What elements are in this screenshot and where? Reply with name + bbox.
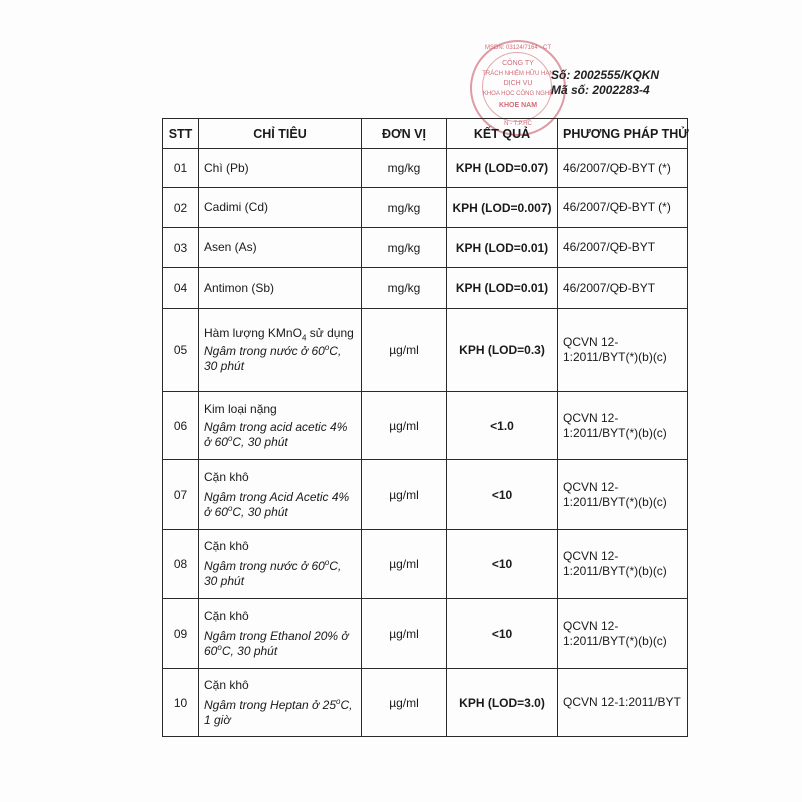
results-table	[162, 118, 688, 737]
indicator-name: Cặn khô	[204, 677, 249, 692]
cell-indicator: Antimon (Sb)	[199, 268, 362, 309]
table-row	[163, 460, 688, 530]
degree-sup: o	[336, 696, 341, 706]
method-line: QCVN 12-	[563, 479, 619, 494]
test-condition	[204, 344, 356, 374]
degree-sup: o	[217, 642, 222, 652]
table-row	[163, 392, 688, 460]
test-condition	[204, 420, 356, 450]
cell-result: KPH (LOD=0.01)	[447, 228, 558, 268]
table-row	[163, 149, 688, 188]
table-row	[163, 228, 688, 268]
method-line: 1:2011/BYT(*)(b)(c)	[563, 425, 667, 440]
cell-method: 46/2007/QĐ-BYT (*)	[558, 149, 688, 188]
table-row	[163, 669, 688, 737]
stamp-line: DỊCH VỤ	[503, 80, 533, 87]
stamp-line: TRÁCH NHIỆM HỮU HẠN	[482, 71, 554, 77]
table-row	[163, 530, 688, 599]
cell-stt: 10	[163, 669, 199, 737]
stamp-line: CÔNG TY	[502, 60, 534, 67]
method-line: QCVN 12-	[563, 618, 619, 633]
header-don-vi: ĐƠN VỊ	[362, 119, 447, 149]
cell-indicator	[199, 530, 362, 599]
cell-result: KPH (LOD=3.0)	[447, 669, 558, 737]
cell-method	[558, 309, 688, 392]
condition-part: C, 30 phút	[232, 434, 288, 449]
cell-stt: 06	[163, 392, 199, 460]
test-condition	[204, 559, 356, 589]
cell-indicator	[199, 669, 362, 737]
method-line: 1:2011/BYT(*)(b)(c)	[563, 350, 667, 364]
cell-stt: 04	[163, 268, 199, 309]
cell-indicator	[199, 599, 362, 669]
table-row	[163, 309, 688, 392]
condition-part: C, 30 phút	[232, 504, 288, 519]
table-row	[163, 599, 688, 669]
condition-part: C, 30 phút	[204, 559, 342, 588]
stamp-ring-text: MSDN: 03124/7164 - CT	[484, 45, 552, 51]
cell-result: KPH (LOD=0.07)	[447, 149, 558, 188]
test-condition	[204, 698, 356, 728]
test-condition	[204, 490, 356, 520]
cell-unit: µg/ml	[362, 309, 447, 392]
method-line: QCVN 12-	[563, 335, 619, 349]
cell-method: QCVN 12-1:2011/BYT	[558, 669, 688, 737]
cell-unit: µg/ml	[362, 599, 447, 669]
cell-indicator	[199, 309, 362, 392]
condition-part: Ngâm trong nước ở 60	[204, 559, 325, 573]
cell-method	[558, 530, 688, 599]
cell-method	[558, 392, 688, 460]
cell-result: <10	[447, 460, 558, 530]
cell-unit: mg/kg	[362, 149, 447, 188]
cell-result: <10	[447, 530, 558, 599]
cell-method	[558, 460, 688, 530]
subscript: 4	[301, 333, 307, 343]
cell-unit: mg/kg	[362, 268, 447, 309]
indicator-name-part: sử dụng	[306, 326, 354, 340]
table-row	[163, 188, 688, 228]
condition-part: Ngâm trong Acid Acetic 4% ở 60	[204, 489, 350, 519]
cell-unit: µg/ml	[362, 669, 447, 737]
method-line: 1:2011/BYT(*)(b)(c)	[563, 564, 667, 578]
condition-part: Ngâm trong Ethanol 20% ở 60	[204, 628, 349, 658]
indicator-name: Cặn khô	[204, 469, 249, 484]
cell-method: 46/2007/QĐ-BYT	[558, 268, 688, 309]
cell-unit: µg/ml	[362, 392, 447, 460]
cell-unit: mg/kg	[362, 188, 447, 228]
cell-unit: µg/ml	[362, 530, 447, 599]
indicator-name: Cặn khô	[204, 539, 249, 553]
cell-result: <1.0	[447, 392, 558, 460]
cell-result: KPH (LOD=0.01)	[447, 268, 558, 309]
header-phuong-phap: PHƯƠNG PHÁP THỬ	[558, 119, 688, 149]
cell-result: KPH (LOD=0.3)	[447, 309, 558, 392]
cell-indicator: Chì (Pb)	[199, 149, 362, 188]
indicator-name	[204, 326, 354, 343]
cell-indicator	[199, 460, 362, 530]
cell-result: KPH (LOD=0.007)	[447, 188, 558, 228]
header-chi-tieu: CHỈ TIÊU	[199, 119, 362, 149]
cell-method	[558, 599, 688, 669]
degree-sup: o	[324, 343, 330, 352]
indicator-name-part: Hàm lượng KMnO	[204, 326, 302, 340]
cell-stt: 09	[163, 599, 199, 669]
stamp-line: KHOA HỌC CÔNG NGHỆ	[482, 91, 554, 97]
cell-stt: 03	[163, 228, 199, 268]
cell-unit: µg/ml	[362, 460, 447, 530]
table-header-row	[163, 119, 688, 149]
cell-method: 46/2007/QĐ-BYT	[558, 228, 688, 268]
condition-part: C, 30 phút	[221, 643, 278, 658]
cell-method: 46/2007/QĐ-BYT (*)	[558, 188, 688, 228]
cell-indicator: Asen (As)	[199, 228, 362, 268]
method-line: 1:2011/BYT(*)(b)(c)	[563, 494, 667, 509]
condition-part: Ngâm trong Heptan ở 25	[204, 697, 336, 712]
cell-stt: 02	[163, 188, 199, 228]
stamp-line: KHOE NAM	[498, 102, 538, 109]
method-line: QCVN 12-	[563, 549, 619, 563]
header-stt: STT	[163, 119, 199, 149]
cell-stt: 07	[163, 460, 199, 530]
indicator-name: Cặn khô	[204, 608, 249, 623]
degree-sup: o	[227, 433, 233, 443]
sample-code: Mã số: 2002283-4	[551, 83, 650, 97]
degree-sup: o	[227, 503, 233, 513]
condition-part: Ngâm trong acid acetic 4% ở 60	[204, 419, 348, 449]
cell-indicator: Cadimi (Cd)	[199, 188, 362, 228]
cell-stt: 08	[163, 530, 199, 599]
report-number: Số: 2002555/KQKN	[551, 68, 660, 82]
method-line: 1:2011/BYT(*)(b)(c)	[563, 633, 667, 648]
condition-part: C, 1 giờ	[204, 697, 353, 727]
table-row	[163, 268, 688, 309]
stamp-line: N - T.P.HC	[504, 121, 532, 127]
method-line: QCVN 12-	[563, 410, 619, 425]
condition-part: C, 30 phút	[204, 344, 342, 373]
cell-stt: 05	[163, 309, 199, 392]
indicator-name: Kim loại nặng	[204, 401, 277, 416]
header-ket-qua: KẾT QUẢ	[447, 119, 558, 149]
cell-result: <10	[447, 599, 558, 669]
cell-stt: 01	[163, 149, 199, 188]
degree-sup: o	[324, 558, 330, 567]
condition-part: Ngâm trong nước ở 60	[204, 344, 325, 358]
cell-unit: mg/kg	[362, 228, 447, 268]
cell-indicator	[199, 392, 362, 460]
test-condition	[204, 629, 356, 659]
